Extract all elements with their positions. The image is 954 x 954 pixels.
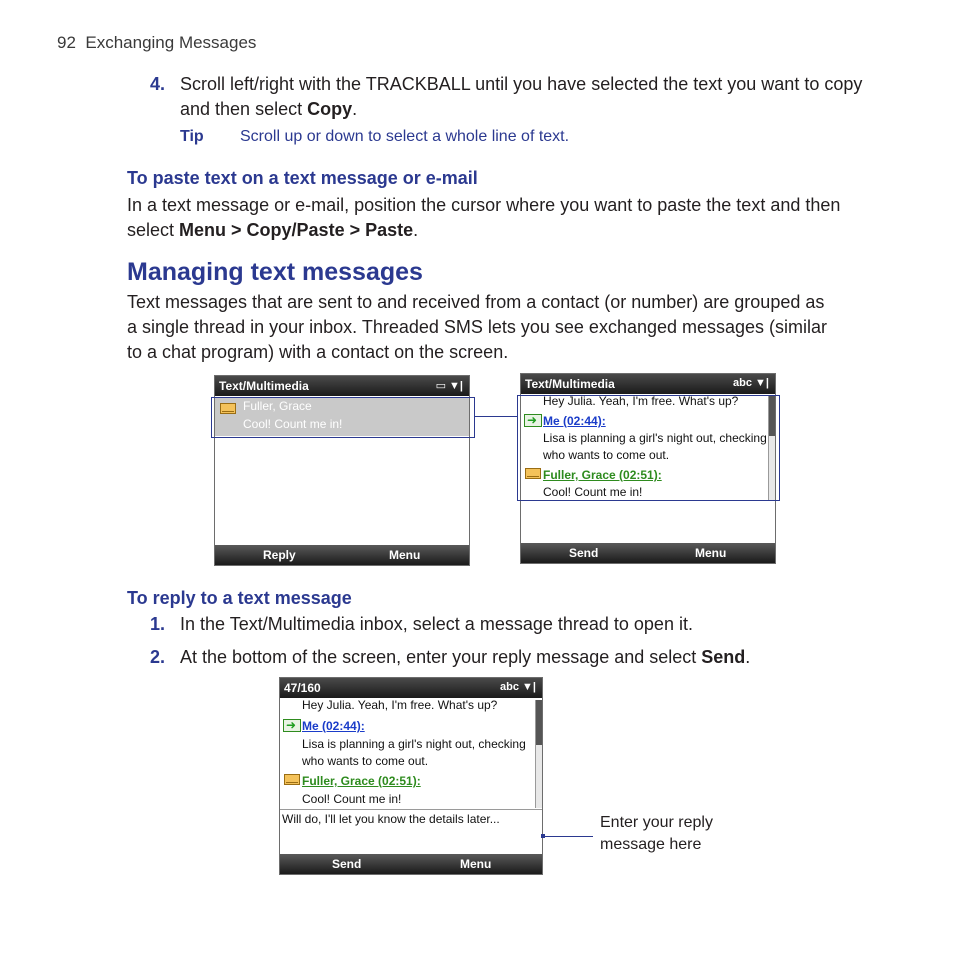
- reply-softkey[interactable]: Reply: [263, 548, 296, 562]
- reply-screen: [279, 677, 543, 875]
- page-header: [57, 33, 256, 53]
- callout: [600, 812, 713, 856]
- highlight-box: [517, 395, 780, 501]
- callout-line-2: message here: [600, 836, 702, 853]
- sender-fuller: Fuller, Grace (02:51):: [302, 774, 421, 788]
- input-signal-icon: abc ▼|: [733, 377, 769, 389]
- sender-me: Me (02:44):: [302, 719, 365, 733]
- message-line: who wants to come out.: [543, 448, 670, 462]
- title-bar: [521, 374, 775, 394]
- callout-line: [545, 836, 593, 837]
- menu-softkey[interactable]: Menu: [695, 546, 727, 560]
- menu-softkey[interactable]: Menu: [389, 548, 421, 562]
- sent-message-icon: ➜: [283, 719, 301, 732]
- step-text: In the Text/Multimedia inbox, select a message thread to open it.: [180, 614, 693, 634]
- paste-body: In a text message or e-mail, position the cursor where you want to paste the text and then select Menu > Copy/Paste > Paste.: [127, 195, 841, 240]
- title-bar: [215, 376, 469, 396]
- callout-line-1: Enter your reply: [600, 814, 713, 831]
- message-line: Cool! Count me in!: [302, 792, 402, 806]
- step-text: At the bottom of the screen, enter your reply message and select Send.: [180, 647, 751, 667]
- tip: [180, 128, 570, 146]
- message-line: Hey Julia. Yeah, I'm free. What's up?: [543, 394, 739, 408]
- sent-message-icon: ➜: [524, 414, 542, 427]
- step-4: [150, 72, 890, 124]
- tip-text: Scroll up or down to select a whole line of text.: [240, 128, 570, 145]
- send-softkey[interactable]: Send: [332, 857, 362, 871]
- thread-preview: Cool! Count me in!: [243, 417, 343, 431]
- sender-fuller: Fuller, Grace (02:51):: [543, 468, 662, 482]
- divider: [280, 809, 542, 810]
- step-number: 4.: [150, 74, 166, 94]
- send-softkey[interactable]: Send: [569, 546, 599, 560]
- chapter-title: Exchanging Messages: [85, 33, 257, 52]
- paste-heading: To paste text on a text message or e-mail: [127, 168, 478, 188]
- tip-label: Tip: [180, 128, 204, 145]
- message-line: Hey Julia. Yeah, I'm free. What's up?: [302, 698, 498, 712]
- message-line: who wants to come out.: [302, 754, 429, 768]
- page-number: 92: [57, 33, 76, 52]
- scroll-thumb[interactable]: [536, 700, 542, 745]
- step-number: 2.: [150, 647, 166, 667]
- message-line: Cool! Count me in!: [543, 485, 643, 499]
- menu-softkey[interactable]: Menu: [460, 857, 492, 871]
- character-counter: 47/160: [284, 681, 321, 695]
- sender-me: Me (02:44):: [543, 414, 606, 428]
- highlight-box: [211, 397, 475, 438]
- soft-key-bar: [215, 545, 469, 565]
- reply-heading: To reply to a text message: [127, 588, 352, 608]
- message-line: Lisa is planning a girl's night out, checking: [302, 737, 526, 751]
- title-bar: [280, 678, 542, 698]
- managing-body: Text messages that are sent to and received from a contact (or number) are grouped as a single thread in your inbox. Threaded SMS lets you see exchanged messages (similar to a chat program) with a contact on the screen.: [127, 292, 828, 362]
- battery-signal-icon: ▭ ▼|: [435, 380, 463, 392]
- step-number: 1.: [150, 614, 166, 634]
- reply-step-1: [150, 612, 890, 637]
- screen-title: Text/Multimedia: [525, 377, 615, 391]
- scrollbar[interactable]: [535, 700, 542, 808]
- message-line: Lisa is planning a girl's night out, checking: [543, 431, 767, 445]
- thread-contact: Fuller, Grace: [243, 399, 312, 413]
- step-text: Scroll left/right with the TRACKBALL until you have selected the text you want to copy and then select Copy.: [180, 74, 863, 119]
- reply-input[interactable]: Will do, I'll let you know the details later...: [282, 812, 500, 826]
- soft-key-bar: [280, 854, 542, 874]
- connector-line: [475, 416, 517, 417]
- section-title: Managing text messages: [127, 258, 423, 286]
- screen-title: Text/Multimedia: [219, 379, 309, 393]
- received-message-icon: [284, 774, 300, 785]
- reply-step-2: [150, 645, 890, 670]
- input-signal-icon: abc ▼|: [500, 681, 536, 693]
- soft-key-bar: [521, 543, 775, 563]
